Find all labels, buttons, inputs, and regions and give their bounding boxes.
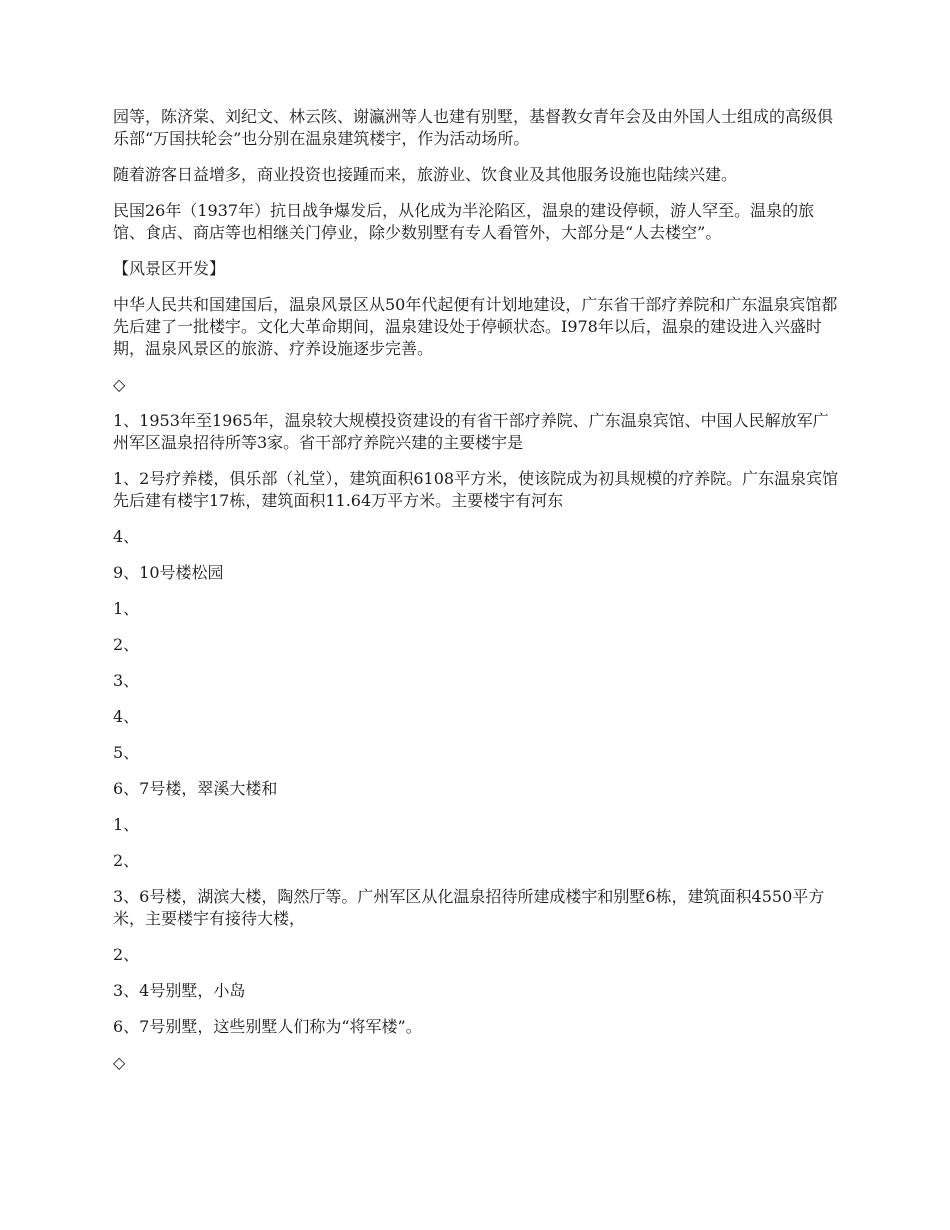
document-page: [113, 106, 843, 1088]
list-item: 2、: [113, 945, 140, 964]
section-heading: 【风景区开发】: [113, 259, 226, 278]
list-item: 6、7号别墅，这些别墅人们称为“将军楼”。: [113, 1017, 422, 1036]
paragraph-war: 民国26年（1937年）抗日战争爆发后，从化成为半沦陷区，温泉的建设停顿，游人罕至。温泉的旅馆、食店、商店等也相继关门停业，除少数别墅有专人看管外，大部分是“人去楼空”。: [113, 201, 815, 242]
list-item: 1、: [113, 815, 140, 834]
list-item: 1、2号疗养楼，俱乐部（礼堂），建筑面积6108平方米，使该院成为初具规模的疗养院。广东温泉宾馆先后建有楼宇17栋，建筑面积11.64万平方米。主要楼宇有河东: [113, 469, 839, 510]
list-item: 9、10号楼松园: [113, 563, 224, 582]
list-item: 3、4号别墅，小岛: [113, 981, 246, 1000]
list-item: 1、1953年至1965年，温泉较大规模投资建设的有省干部疗养院、广东温泉宾馆、中国人民解放军广州军区温泉招待所等3家。省干部疗养院兴建的主要楼宇是: [113, 411, 829, 452]
list-item: 3、6号楼，湖滨大楼，陶然厅等。广州军区从化温泉招待所建成楼宇和别墅6栋，建筑面积4550平方米，主要楼宇有接待大楼，: [113, 887, 825, 928]
paragraph-tourism: 随着游客日益增多，商业投资也接踵而来，旅游业、饮食业及其他服务设施也陆续兴建。: [113, 165, 738, 184]
list-item: 6、7号楼，翠溪大楼和: [113, 779, 278, 798]
list-item: 1、: [113, 599, 140, 618]
diamond-separator: ◇: [113, 1053, 126, 1072]
paragraph-development: 中华人民共和国建国后，温泉风景区从50年代起便有计划地建设，广东省干部疗养院和广东温泉宾馆都先后建了一批楼宇。文化大革命期间，温泉建设处于停顿状态。I978年以后，温泉的建设进入兴盛时期，温泉风景区的旅游、疗养设施逐步完善。: [113, 295, 838, 358]
diamond-separator: ◇: [113, 375, 126, 394]
paragraph-villas: 园等，陈济棠、刘纪文、林云陔、谢瀛洲等人也建有别墅，基督教女青年会及由外国人士组成的高级俱乐部“万国扶轮会”也分别在温泉建筑楼宇，作为活动场所。: [113, 107, 834, 148]
list-item: 5、: [113, 743, 140, 762]
list-item: 4、: [113, 707, 140, 726]
list-item: 2、: [113, 635, 140, 654]
list-item: 2、: [113, 851, 140, 870]
list-item: 3、: [113, 671, 140, 690]
list-item: 4、: [113, 527, 140, 546]
